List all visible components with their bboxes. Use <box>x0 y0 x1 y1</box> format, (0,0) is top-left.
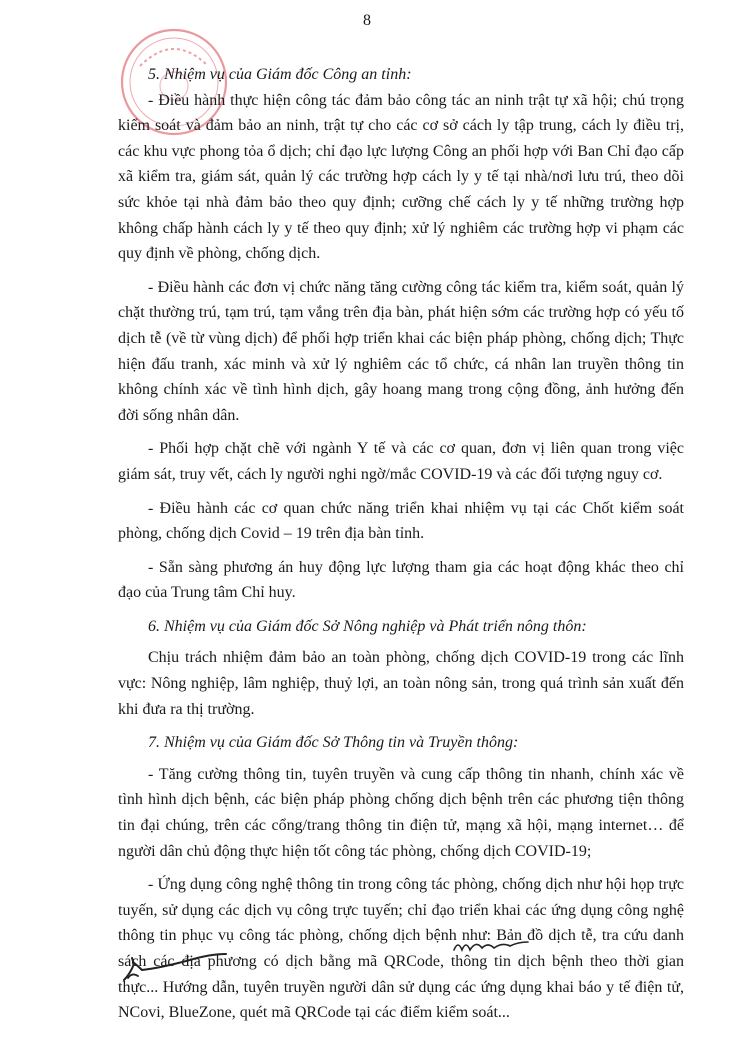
handwritten-signature-left <box>120 948 230 988</box>
section-5-paragraph: - Điều hành các cơ quan chức năng triển khai nhiệm vụ tại các Chốt kiểm soát phòng, chống dịch Covid – 19 trên địa bàn tỉnh. <box>118 499 684 543</box>
section-5-paragraph: - Điều hành các đơn vị chức năng tăng cường công tác kiểm tra, kiểm soát, quản lý chặt thường trú, tạm trú, tạm vắng trên địa bàn, phát hiện sớm các trường hợp có yếu tố dịch tễ (về từ vùng dịch) để phối hợp triển khai các biện pháp phòng, chống dịch; Thực hiện đấu tranh, xác minh và xử lý nghiêm các tổ chức, cá nhân lan truyền thông tin không chính xác về tình hình dịch, gây hoang mang trong cộng đồng, ảnh hưởng đến đời sống nhân dân. <box>118 278 684 424</box>
handwritten-initials-right <box>452 934 532 956</box>
section-5-heading: 5. Nhiệm vụ của Giám đốc Công an tỉnh: <box>148 66 412 83</box>
section-5-paragraph: - Phối hợp chặt chẽ với ngành Y tế và các cơ quan, đơn vị liên quan trong việc giám sát, truy vết, cách ly người nghi ngờ/mắc COVID-19 và các đối tượng nguy cơ. <box>118 440 684 483</box>
section-7-paragraph: - Tăng cường thông tin, tuyên truyền và cung cấp thông tin nhanh, chính xác về tình hình dịch bệnh, các biện pháp phòng chống dịch bệnh trên các phương tiện thông tin đại chúng, trên các cổng/trang thông tin điện tử, mạng xã hội, mạng internet… để người dân chủ động thực hiện tốt công tác phòng, chống dịch COVID-19; <box>118 765 684 860</box>
section-6-heading: 6. Nhiệm vụ của Giám đốc Sở Nông nghiệp và Phát triển nông thôn: <box>148 617 587 635</box>
section-5-paragraph: - Sẵn sàng phương án huy động lực lượng tham gia các hoạt động khác theo chỉ đạo của Trung tâm Chỉ huy. <box>118 558 684 602</box>
section-5-paragraph: - Điều hành thực hiện công tác đảm bảo công tác an ninh trật tự xã hội; chú trọng kiểm soát và đảm bảo an ninh, trật tự cho các cơ sở cách ly tập trung, cách ly điều trị, các khu vực phong tỏa ổ dịch; chỉ đạo lực lượng Công an phối hợp với Ban Chỉ đạo cấp xã kiểm tra, giám sát, quản lý các trường hợp cách ly y tế tại nhà/nơi lưu trú, theo dõi sức khỏe tại nhà đảm bảo theo quy định; cưỡng chế cách ly y tế những trường hợp không chấp hành cách ly y tế theo quy định; xử lý nghiêm các trường hợp vi phạm các quy định về phòng, chống dịch. <box>118 91 684 263</box>
document-body <box>118 62 684 1026</box>
section-7-heading: 7. Nhiệm vụ của Giám đốc Sở Thông tin và Truyền thông: <box>148 734 519 752</box>
section-6-paragraph: Chịu trách nhiệm đảm bảo an toàn phòng, chống dịch COVID-19 trong các lĩnh vực: Nông nghiệp, lâm nghiệp, thuỷ lợi, an toàn nông sản, trong quá trình sản xuất đến khi đưa ra thị trường. <box>118 649 684 718</box>
section-7-paragraph: - Ứng dụng công nghệ thông tin trong công tác phòng, chống dịch như hội họp trực tuyến, sử dụng các dịch vụ công trực tuyến; chỉ đạo triển khai các ứng dụng công nghệ thông tin phục vụ công tác phòng, chống dịch bệnh như: Bản đồ dịch tễ, tra cứu danh sách các địa phương có dịch bằng mã QRCode, thông tin dịch bệnh theo thời gian thực... Hướng dẫn, tuyên truyền người dân sử dụng các ứng dụng khai báo y tế điện tử, NCovi, BlueZone, quét mã QRCode tại các điểm kiểm soát... <box>118 876 684 1022</box>
page-number: 8 <box>363 12 371 29</box>
